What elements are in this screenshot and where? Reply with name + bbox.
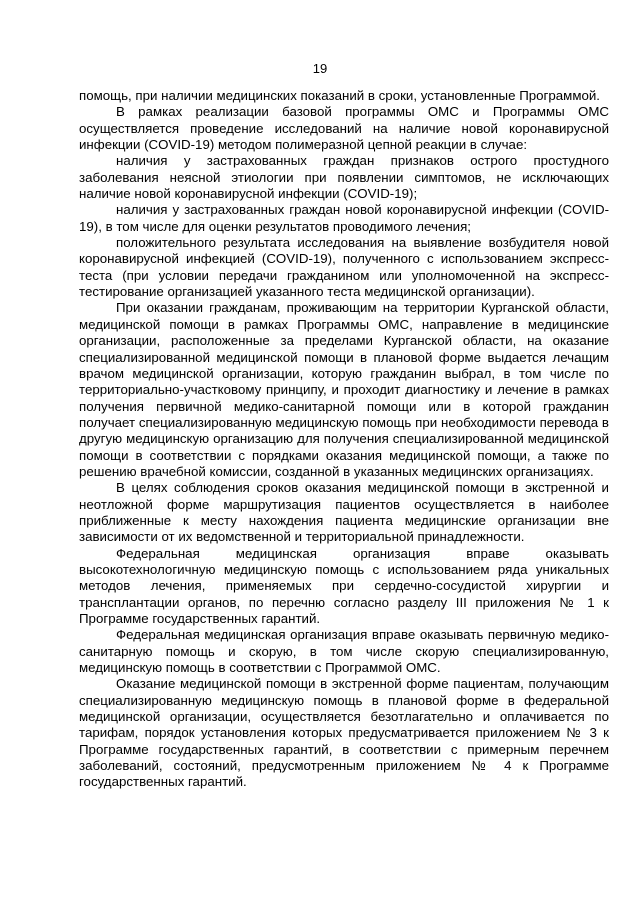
paragraph-emergency-routing: В целях соблюдения сроков оказания медицинской помощи в экстренной и неотложной форме маршрутизация пациентов осуществляется в наиболее приближенные к месту нахождения пациента медицинские организации вне зависимости от их ведомственной и территориальной принадлежности. — [79, 480, 609, 545]
paragraph-emergency-in-federal: Оказание медицинской помощи в экстренной форме пациентам, получающим специализированную медицинскую помощь в плановой форме в федеральной медицинской организации, осуществляется безотлагательно и оплачивается по тарифам, порядок установления которых предусматривается приложением № 3 к Программе государственных гарантий, в соответствии с примерным перечнем заболеваний, состояний, предусмотренным приложением № 4 к Программе государственных гарантий. — [79, 676, 609, 790]
paragraph-covid-case-express-test: положительного результата исследования на выявление возбудителя новой коронавирусной инфекцией (COVID-19), полученного с использованием экспресс-теста (при условии передачи гражданином или уполномоченной на экспресс-тестирование организацией указанного теста медицинской организации). — [79, 235, 609, 300]
page-number: 19 — [312, 61, 328, 76]
paragraph-federal-high-tech: Федеральная медицинская организация вправе оказывать высокотехнологичную медицинскую помощь с использованием ряда уникальных методов лечения, применяемых при сердечно-сосудистой хирургии и трансплантации органов, по перечню согласно разделу III приложения № 1 к Программе государственных гарантий. — [79, 545, 609, 626]
paragraph-covid-case-symptoms: наличия у застрахованных граждан признаков острого простудного заболевания неясной этиологии при появлении симптомов, не исключающих наличие новой коронавирусной инфекции (COVID-19); — [79, 153, 609, 202]
document-body — [79, 88, 609, 791]
paragraph-referral-outside-region: При оказании гражданам, проживающим на территории Курганской области, медицинской помощи в рамках Программы ОМС, направление в медицинские организации, расположенные за пределами Курганской области, на оказание специализированной медицинской помощи в плановой форме выдается лечащим врачом медицинской организации, которую гражданин выбрал, в том числе по территориально-участковому принципу, и проходит диагностику и лечение в рамках получения первичной медико-санитарной помощи или в которой гражданин получает специализированную медицинскую помощь при необходимости перевода в другую медицинскую организацию для получения специализированной медицинской помощи в соответствии с порядками оказания медицинской помощи, а также по решению врачебной комиссии, созданной в указанных медицинских организациях. — [79, 300, 609, 479]
paragraph-covid-case-infection: наличия у застрахованных граждан новой коронавирусной инфекции (COVID-19), в том числе для оценки результатов проводимого лечения; — [79, 202, 609, 234]
paragraph-continuation: помощь, при наличии медицинских показаний в сроки, установленные Программой. — [79, 88, 600, 103]
paragraph-federal-primary-care: Федеральная медицинская организация вправе оказывать первичную медико-санитарную помощь и скорую, в том числе скорую специализированную, медицинскую помощь в соответствии с Программой ОМС. — [79, 627, 609, 676]
paragraph-covid-testing-intro: В рамках реализации базовой программы ОМС и Программы ОМС осуществляется проведение исследований на наличие новой коронавирусной инфекции (COVID-19) методом полимеразной цепной реакции в случае: — [79, 104, 609, 153]
